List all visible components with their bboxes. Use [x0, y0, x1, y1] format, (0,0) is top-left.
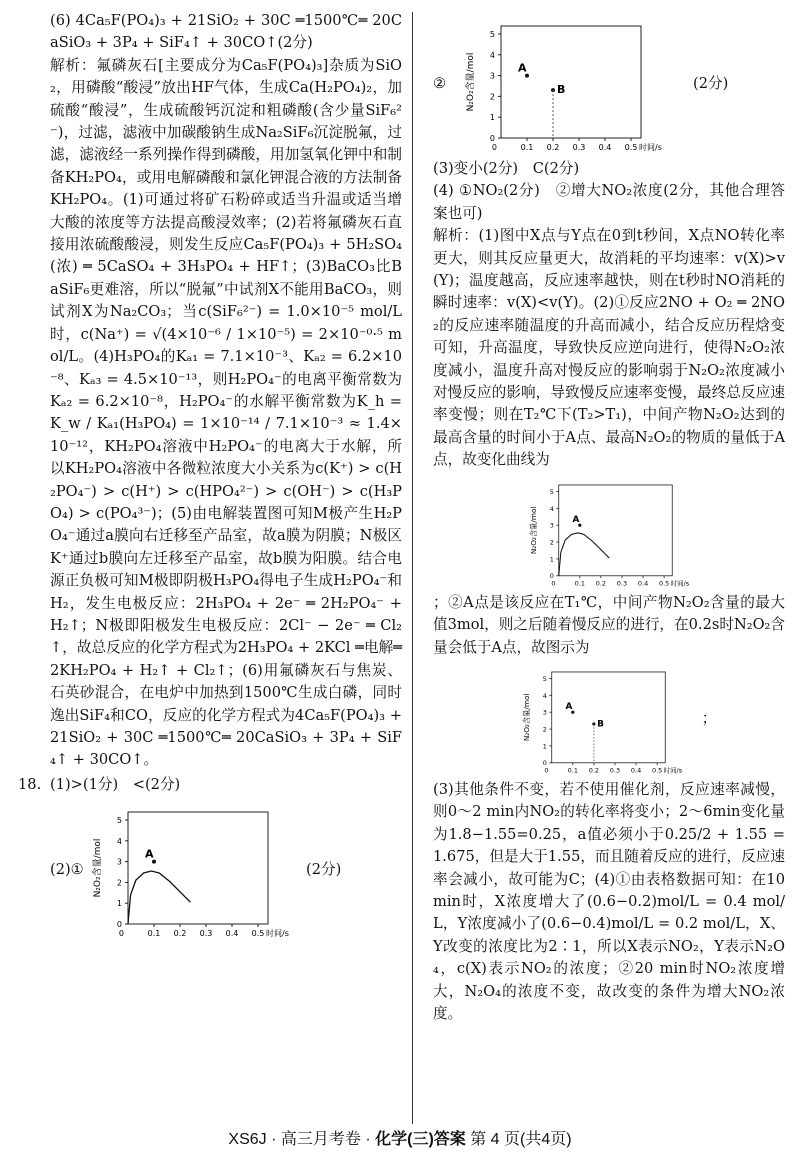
x-axis-label: 时间/s	[663, 766, 682, 775]
chart-curve-2	[509, 472, 709, 592]
answer-6-equation: (6) 4Ca₅F(PO₄)₃ + 21SiO₂ + 30C ═1500℃═ 20CaSiO₃ + 3P₄ + SiF₄↑ + 30CO↑(2分)	[50, 12, 402, 52]
x-tick-label: 0.2	[173, 929, 187, 939]
y-axis-label: N₂O₂含量/mol	[521, 693, 531, 742]
analysis-right-1: 解析：(1)图中X点与Y点在0到t秒间，X点NO转化率更大，则其反应量更大，故消耗的平均速率：v(X)>v(Y)；温度越高，反应速率越快，则在t秒时NO消耗的瞬时速率：v(X)<v(Y)。(2)①反应2NO + O₂ ═ 2NO₂的反应速率随温度的升高而减小，结合反应历程焓变可知，升高温度，导致快反应逆向进行，使得N₂O₂浓度减小，温度升高对慢反应的影响弱于N₂O₂浓度减小对慢反应的影响，导致慢反应速率变慢，最终总反应速率变慢；则在T₂℃下(T₂>T₁)，中间产物N₂O₂达到的最高含量的时间小于A点、最高N₂O₂的物质的量低于A点，故变化曲线为	[433, 227, 785, 469]
x-tick-label: 0.4	[637, 579, 649, 588]
answer-3: (3)变小(2分) C(2分)	[433, 160, 580, 177]
answer-4: (4) ①NO₂(2分) ②增大NO₂浓度(2分，其他合理答案也可)	[433, 182, 785, 222]
left-column	[18, 10, 402, 944]
right-semicolon: ；	[701, 709, 717, 727]
y-tick-label: 4	[116, 837, 122, 847]
y-tick-label: 5	[549, 487, 554, 496]
y-tick-label: 1	[116, 899, 122, 909]
x-axis-label: 时间/s	[670, 579, 690, 588]
chart-frame	[501, 26, 641, 138]
q18-block	[18, 774, 402, 944]
x-tick-label: 0.2	[546, 143, 560, 152]
x-tick-label: 0.1	[520, 143, 534, 152]
chart-curve-1	[90, 796, 290, 944]
y-tick-label: 1	[549, 555, 554, 564]
y-tick-label: 1	[489, 113, 495, 123]
q18-points: (2分)	[306, 861, 342, 879]
y-tick-label: 1	[542, 742, 547, 751]
y-axis-label: N₂O₂含量/mol	[93, 838, 103, 898]
analysis-right-2: ；②A点是该反应在T₁℃，中间产物N₂O₂含量的最大值3mol，则之后随着慢反应的进行，在0.2s时N₂O₂含量会低于A点，故图示为	[433, 593, 785, 656]
point-a-label: A	[145, 847, 154, 861]
x-tick-label: 0.3	[616, 579, 628, 588]
y-tick-label: 5	[489, 30, 495, 39]
y-tick-label: 5	[116, 816, 122, 826]
page-footer: XS6J · 高三月考卷 · 化学(三)答案 第 4 页(共4页)	[228, 1131, 572, 1148]
point-a-label: A	[565, 701, 573, 712]
y-tick-label: 0	[542, 759, 547, 768]
x-axis-label: 时间/s	[266, 929, 289, 939]
footer-code: XS6J	[228, 1131, 267, 1148]
y-tick-label: 0	[549, 571, 554, 580]
curve-line	[559, 532, 610, 575]
y-tick-label: 4	[542, 691, 547, 700]
y-tick-label: 0	[489, 134, 495, 143]
y-tick-label: 3	[489, 71, 495, 81]
x-tick-label: 0.4	[225, 929, 239, 939]
x-tick-label: 0.3	[199, 929, 213, 939]
chart-ab-2	[502, 659, 702, 779]
point-b-label: B	[596, 719, 604, 730]
y-tick-label: 2	[549, 538, 554, 547]
x-tick-label: 0.1	[567, 766, 578, 775]
x-tick-label: 0.1	[147, 929, 161, 939]
y-tick-label: 0	[116, 920, 122, 930]
y-axis-label: N₂O₂含量/mol	[529, 506, 539, 554]
x-tick-label: 0.1	[574, 579, 585, 588]
chart-frame	[551, 672, 665, 763]
origin-label: 0	[491, 143, 497, 152]
analysis-paragraph: 解析：氟磷灰石[主要成分为Ca₅F(PO₄)₃]杂质为SiO₂，用磷酸“酸浸”放出HF气体，生成Ca(H₂PO₄)₂，加硫酸“酸浸”，生成硫酸钙沉淀和粗磷酸(含少量SiF₆²⁻)，过滤，滤液中加碳酸钠生成Na₂SiF₆沉淀脱氟，过滤，滤液经一系列操作得到磷酸，用加氢氧化钾中和制备KH₂PO₄，或用电解磷酸和氯化钾混合液的方法制备KH₂PO₄。(1)可通过将矿石粉碎或适当升温或适当增大酸的浓度等方法提高酸浸效率；(2)若将氟磷灰石直接用浓硫酸酸浸，则发生反应Ca₅F(PO₄)₃ + 5H₂SO₄(浓) ═ 5CaSO₄ + 3H₃PO₄ + HF↑；(3)BaCO₃比BaSiF₆更难溶，所以“脱氟”中试剂X不能用BaCO₃，则试剂X为Na₂CO₃；当c(SiF₆²⁻) = 1.0×10⁻⁵ mol/L时，c(Na⁺) = √(4×10⁻⁶ / 1×10⁻⁵) = 2×10⁻⁰·⁵ mol/L。(4)H₃PO₄的Kₐ₁ = 7.1×10⁻³、Kₐ₂ = 6.2×10⁻⁸、Kₐ₃ = 4.5×10⁻¹³，则H₂PO₄⁻的电离平衡常数为Kₐ₂ = 6.2×10⁻⁸，H₂PO₄⁻的水解平衡常数为K_h = K_w / Kₐ₁(H₃PO₄) = 1×10⁻¹⁴ / 7.1×10⁻³ ≈ 1.4×10⁻¹²，KH₂PO₄溶液中H₂PO₄⁻的电离大于水解，所以KH₂PO₄溶液中各微粒浓度大小关系为c(K⁺) > c(H₂PO₄⁻) > c(H⁺) > c(HPO₄²⁻) > c(OH⁻) > c(H₃PO₄) > c(PO₄³⁻)；(5)由电解装置图可知M极产生H₂PO₄⁻通过a膜向右迁移至产品室，故a膜为阴膜；N极区K⁺通过b膜向左迁移至产品室，故b膜为阳膜。结合电源正负极可知M极即阴极H₃PO₄得电子生成H₂PO₄⁻和H₂，发生电极反应：2H₃PO₄ + 2e⁻ ═ 2H₂PO₄⁻ + H₂↑；N极即阳极发生电极反应：2Cl⁻ − 2e⁻ ═ Cl₂↑，故总反应的化学方程式为2H₃PO₄ + 2KCl ═电解═ 2KH₂PO₄ + H₂↑ + Cl₂↑；(6)用氟磷灰石与焦炭、石英砂混合，在电炉中加热到1500℃生成白磷，同时逸出SiF₄和CO，反应的化学方程式为4Ca₅F(PO₄)₃ + 21SiO₂ + 30C ═1500℃═ 20CaSiO₃ + 3P₄ + SiF₄↑ + 30CO↑。	[50, 56, 402, 769]
origin-label: 0	[544, 766, 549, 775]
q18-mark: (2)①	[50, 861, 84, 879]
origin-label: 0	[551, 579, 556, 588]
x-tick-label: 0.3	[609, 766, 620, 775]
q18-number: 18.	[18, 775, 42, 793]
origin-label: 0	[118, 929, 124, 939]
x-tick-label: 0.5	[658, 579, 670, 588]
x-tick-label: 0.5	[651, 766, 662, 775]
right-mark: ②	[433, 74, 447, 92]
curve-line	[128, 871, 190, 924]
y-tick-label: 2	[489, 92, 495, 102]
right-column	[433, 10, 785, 1025]
y-axis-label: N₂O₂含量/mol	[466, 52, 476, 112]
y-tick-label: 2	[542, 725, 547, 734]
x-tick-label: 0.2	[595, 579, 607, 588]
right-chart-row-1	[433, 10, 785, 158]
q18-chart-row	[50, 796, 402, 944]
column-divider	[412, 12, 413, 1124]
chart-frame	[559, 485, 673, 576]
right-chart-row-3	[433, 659, 785, 779]
x-axis-label: 时间/s	[639, 143, 662, 152]
point-a-label: A	[572, 514, 580, 525]
y-tick-label: 5	[542, 674, 547, 683]
footer-mid: 高三月考卷	[280, 1131, 361, 1148]
x-tick-label: 0.4	[598, 143, 612, 152]
point-b-label: B	[557, 83, 566, 97]
x-tick-label: 0.5	[251, 929, 265, 939]
footer-page: 第 4 页(共4页)	[470, 1131, 572, 1148]
x-tick-label: 0.4	[630, 766, 641, 775]
chart-ab-1	[463, 10, 663, 158]
x-tick-label: 0.5	[624, 143, 638, 152]
y-tick-label: 2	[116, 878, 122, 888]
y-tick-label: 4	[489, 50, 495, 60]
y-tick-label: 3	[542, 708, 547, 717]
right-chart-row-2	[433, 472, 785, 592]
q18-line1: (1)>(1分) <(2分)	[50, 775, 181, 793]
analysis-right-3: (3)其他条件不变，若不使用催化剂，反应速率减慢，则0～2 min内NO₂的转化率将变小；2～6min变化量为1.8−1.55=0.25，a值必须小于0.25/2 + 1.55 = 1.675，但是大于1.55，而且随着反应的进行，反应速率会减小，故可能为C；(4)①由表格数据可知：在10 min时，X浓度增大了(0.6−0.2)mol/L = 0.4 mol/L，Y浓度减小了(0.6−0.4)mol/L = 0.2 mol/L，X、Y改变的浓度比为2∶1，所以X表示NO₂，Y表示N₂O₄，c(X)表示NO₂的浓度；②20 min时NO₂浓度增大，N₂O₄的浓度不变，故改变的条件为增大NO₂浓度。	[433, 780, 785, 1022]
x-tick-label: 0.3	[572, 143, 586, 152]
x-tick-label: 0.2	[588, 766, 599, 775]
y-tick-label: 3	[549, 521, 554, 530]
y-tick-label: 3	[116, 857, 122, 867]
chart-frame	[128, 812, 268, 924]
y-tick-label: 4	[549, 504, 554, 513]
footer-subject: 化学(三)答案	[375, 1131, 466, 1148]
point-a-label: A	[518, 61, 527, 75]
right-points: (2分)	[693, 74, 729, 92]
